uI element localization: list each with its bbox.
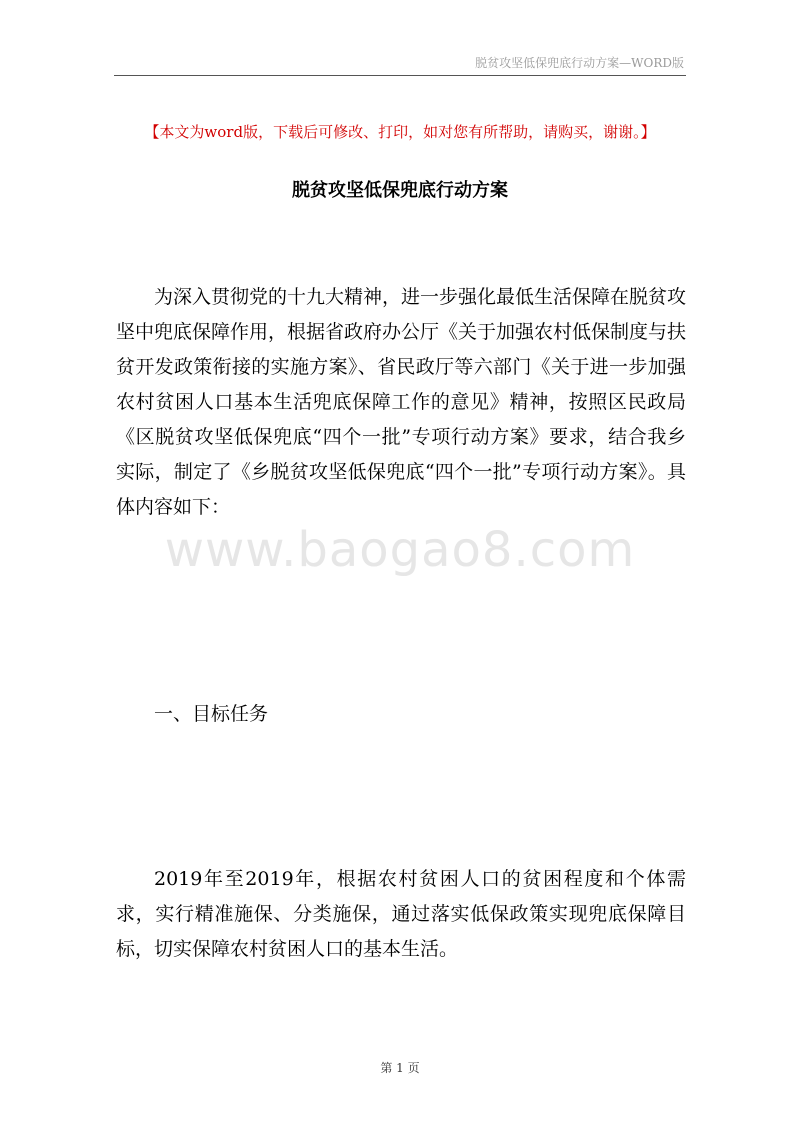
document-title: 脱贫攻坚低保兜底行动方案 <box>292 180 508 201</box>
header-rule <box>114 75 686 76</box>
section-heading: 一、目标任务 <box>154 703 269 725</box>
watermark: www.baogao8.com <box>164 522 636 578</box>
section-paragraph: 2019年至2019年，根据农村贫困人口的贫困程度和个体需求，实行精准施保、分类施保，通过落实低保政策实现兜底保障目标，切实保障农村贫困人口的基本生活。 <box>116 868 686 960</box>
page-number: 第 1 页 <box>380 1061 420 1075</box>
running-header: 脱贫攻坚低保兜底行动方案—WORD版 <box>475 56 684 70</box>
intro-paragraph: 为深入贯彻党的十九大精神，进一步强化最低生活保障在脱贫攻坚中兜底保障作用，根据省政府办公厅《关于加强农村低保制度与扶贫开发政策衔接的实施方案》、省民政厅等六部门《关于进一步加强农村贫困人口基本生活兜底保障工作的意见》精神，按照区民政局《区脱贫攻坚低保兜底“四个一批”专项行动方案》要求，结合我乡实际，制定了《乡脱贫攻坚低保兜底“四个一批”专项行动方案》。具体内容如下： <box>116 286 687 518</box>
purchase-notice: 【本文为word版，下载后可修改、打印，如对您有所帮助，请购买，谢谢。】 <box>144 123 656 141</box>
